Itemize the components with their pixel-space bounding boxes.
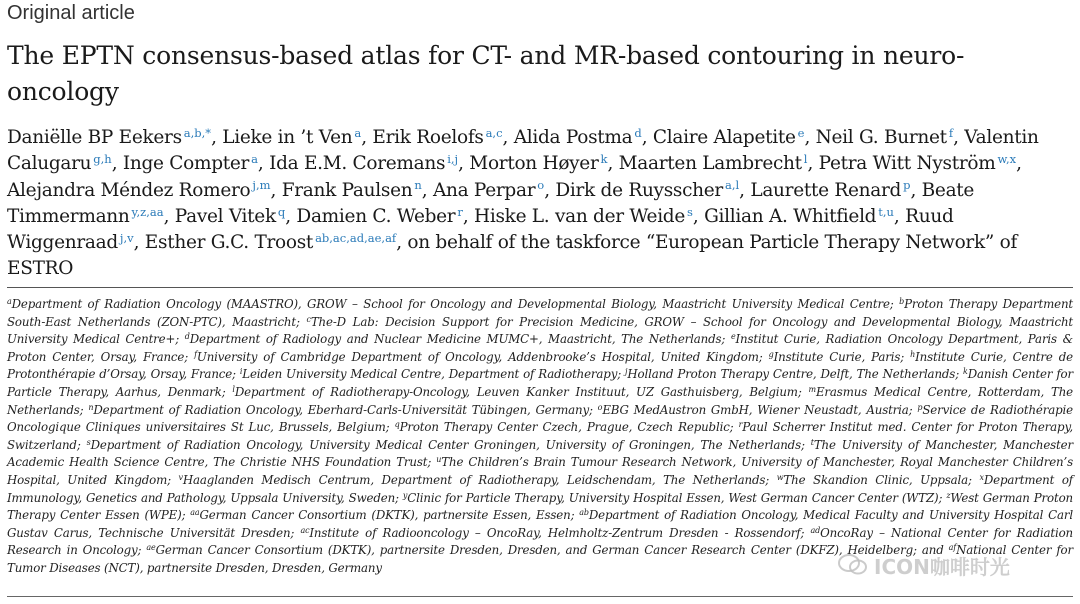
author-name: Laurette Renard [750, 179, 902, 201]
affiliation-key: i [239, 367, 243, 377]
affiliation-list [7, 296, 1073, 578]
affiliation-key: t [810, 437, 814, 447]
author-name: Morton Høyer [469, 153, 599, 175]
affiliation-key: ae [146, 543, 156, 553]
affiliation-text: The University of Manchester, Manchester Academic Health Science Centre, The Christie NHS Foundation Trust; [7, 437, 1073, 470]
affiliation-key: n [88, 402, 94, 412]
author-affiliation-link[interactable]: a,l [724, 178, 740, 193]
affiliation-key: p [917, 402, 923, 412]
author-separator: , [421, 179, 433, 201]
affiliation-key: s [86, 437, 91, 447]
author-separator: , [692, 205, 705, 227]
affiliation-key: ab [579, 508, 589, 518]
affiliation-key: o [597, 402, 603, 412]
author-name: Gillian A. Whitfield [704, 205, 877, 227]
author-affiliation-link[interactable]: w,x [997, 151, 1017, 166]
affiliation-key: h [910, 349, 916, 359]
author-affiliation-link[interactable]: a,c [485, 125, 503, 140]
author-affiliation-link[interactable]: l [803, 151, 808, 166]
author-separator: , [739, 179, 751, 201]
author-separator: , [1016, 153, 1022, 175]
author-separator: , [641, 127, 653, 148]
affiliation-key: k [963, 367, 968, 377]
affiliation-text: The Children’s Brain Tumour Research Network, University of Manchester, Royal Manchester Children’s Hospital, United Kingdom; [7, 455, 1073, 487]
affiliation-text: Department of Radiotherapy-Oncology, Leuven Kanker Instituut, UZ Gasthuisberg, Belgium; [234, 384, 802, 399]
author-separator: , [893, 205, 906, 227]
affiliation-text: Erasmus Medical Centre, Rotterdam, The Netherlands; [7, 384, 1073, 417]
affiliation-text: Department of Radiation Oncology, University Medical Center Groningen, University of Groningen, The Netherlands; [90, 437, 805, 452]
author-name: Neil G. Burnet [815, 127, 947, 148]
author-affiliation-link[interactable]: r [457, 204, 463, 219]
affiliation-text: West German Proton Therapy Center Essen (WPE); [7, 490, 1073, 523]
author-affiliation-link[interactable]: d [634, 125, 642, 140]
affiliation-key: d [184, 332, 190, 342]
affiliation-text: The Skandion Clinic, Uppsala; [783, 472, 972, 487]
author-separator: , [211, 127, 223, 148]
affiliation-text: Institute Curie, Paris; [773, 349, 905, 364]
affiliation-key: f [194, 349, 197, 359]
author-list-suffix: on behalf of the taskforce “European Particle Therapy Network” of ESTRO [7, 232, 1018, 280]
affiliation-text: Institute of Radiooncology – OncoRay, Helmholtz-Zentrum Dresden - Rossendorf; [309, 525, 805, 540]
watermark-text: ICON咖啡时光 [874, 554, 1010, 579]
author-list [7, 125, 1073, 283]
author-name: Damien C. Weber [296, 205, 456, 227]
affiliation-key: v [178, 472, 183, 482]
article-title: The EPTN consensus-based atlas for CT- and MR-based contouring in neuro-oncology [7, 41, 965, 106]
bottom-divider-line [7, 596, 1073, 597]
author-affiliation-link[interactable]: k [600, 151, 608, 166]
author-separator: , [257, 153, 270, 175]
author-name: Ida E.M. Coremans [269, 153, 446, 175]
author-name: Pavel Vitek [174, 205, 276, 227]
author-affiliation-link[interactable]: a,b,* [183, 125, 212, 140]
author-affiliation-link[interactable]: j,v [119, 230, 134, 245]
affiliation-key: u [436, 455, 442, 465]
affiliation-text: Proton Therapy Department South-East Netherlands (ZON-PTC), Maastricht; [7, 297, 1073, 329]
author-affiliation-link[interactable]: a [354, 125, 362, 140]
affiliation-key: l [232, 384, 235, 394]
affiliation-key: m [808, 384, 816, 394]
author-separator: , [910, 179, 922, 201]
affiliation-key: a [7, 297, 12, 306]
author-name: Alida Postma [513, 127, 633, 148]
affiliation-text: Paul Scherrer Institut med. Center for Proton Therapy, Switzerland; [7, 420, 1073, 452]
author-separator: , [396, 232, 408, 254]
author-separator: , [270, 179, 282, 201]
chat-bubble-icon [838, 553, 868, 577]
author-affiliation-link[interactable]: y,z,aa [131, 204, 164, 219]
author-name: Claire Alapetite [652, 127, 796, 148]
author-name: Inge Compter [122, 153, 250, 175]
affiliation-text: The-D Lab: Decision Support for Precision Medicine, GROW – School for Oncology and Developmental Biology, Maastricht University Medical Centre+; [7, 314, 1073, 347]
divider-line [7, 287, 1073, 288]
author-affiliation-link[interactable]: t,u [878, 204, 894, 219]
affiliation-text: Holland Proton Therapy Centre, Delft, The Netherlands; [627, 367, 960, 382]
author-affiliation-link[interactable]: ab,ac,ad,ae,af [315, 230, 397, 245]
author-name: Ruud Wiggenraad [7, 205, 954, 254]
author-affiliation-link[interactable]: o [537, 178, 545, 193]
affiliation-text: National Center for Tumor Diseases (NCT), partnersite Dresden, Dresden, Germany [7, 543, 1073, 575]
author-affiliation-link[interactable]: q [277, 204, 286, 219]
affiliation-text: University of Cambridge Department of Oncology, Addenbrooke’s Hospital, United Kingdom; [196, 349, 763, 364]
author-separator: , [804, 127, 816, 148]
author-affiliation-link[interactable]: e [797, 125, 805, 140]
affiliation-text: Department of Radiation Oncology (MAASTRO), GROW – School for Oncology and Developmental Biology, Maastricht University Medical Centre; [11, 297, 894, 311]
author-affiliation-link[interactable]: a [251, 151, 258, 166]
author-name: Erik Roelofs [372, 127, 484, 148]
author-affiliation-link[interactable]: j,m [252, 178, 271, 193]
author-name: Beate Timmermann [7, 179, 975, 227]
affiliation-key: ac [300, 525, 310, 535]
author-separator: , [462, 205, 475, 227]
author-affiliation-link[interactable]: s [687, 204, 693, 219]
affiliation-text: Danish Center for Particle Therapy, Aarhus, Denmark; [7, 367, 1073, 399]
author-name: Petra Witt Nyström [818, 153, 996, 175]
author-name: Maarten Lambrecht [618, 153, 802, 175]
affiliation-text: Proton Therapy Center Czech, Prague, Czech Republic; [399, 420, 734, 435]
affiliation-text: Department of Immunology, Genetics and Pathology, Uppsala University, Sweden; [7, 472, 1073, 505]
affiliation-key: w [776, 472, 784, 482]
author-name: Valentin Calugaru [7, 127, 1039, 175]
author-separator: , [133, 232, 145, 254]
affiliation-text: EBG MedAustron GmbH, Wiener Neustadt, Austria; [602, 402, 913, 417]
affiliation-key: q [394, 420, 400, 430]
author-affiliation-link[interactable]: f [948, 125, 954, 140]
affiliation-key: af [948, 543, 957, 553]
affiliation-key: c [306, 314, 311, 324]
author-affiliation-link[interactable]: n [414, 178, 422, 193]
affiliation-text: German Cancer Consortium (DKTK), partnersite Essen, Essen; [199, 508, 575, 523]
author-name: Daniëlle BP Eekers [7, 127, 182, 148]
author-name: Hiske L. van der Weide [474, 205, 685, 227]
affiliation-key: y [402, 490, 408, 500]
author-name: Esther G.C. Troost [144, 232, 314, 254]
author-name: Lieke in ’t Ven [222, 127, 353, 148]
author-separator: , [607, 153, 619, 175]
author-separator: , [361, 127, 373, 148]
article-type-label: Original article [7, 2, 135, 24]
affiliation-text: Institut Curie, Radiation Oncology Department, Paris & Proton Center, Orsay, France; [7, 332, 1073, 364]
affiliation-key: x [979, 472, 984, 482]
affiliation-text: Department of Radiation Oncology, Medical Faculty and University Hospital Carl Gustav Carus, Technische Universität Dresden; [7, 508, 1073, 540]
affiliation-key: z [946, 490, 951, 500]
affiliation-key: ad [810, 525, 821, 535]
author-name: Alejandra Méndez Romero [7, 179, 251, 201]
affiliation-text: Leiden University Medical Centre, Department of Radiotherapy; [242, 367, 622, 382]
author-separator: , [953, 127, 965, 148]
affiliation-text: Institute Curie, Centre de Protonthérapie d’Orsay, Orsay, France; [7, 349, 1073, 382]
author-separator: , [502, 127, 514, 148]
author-name: Dirk de Ruysscher [555, 179, 723, 201]
author-separator: , [544, 179, 556, 201]
author-affiliation-link[interactable]: i,j [447, 151, 459, 166]
author-separator: , [163, 205, 175, 227]
affiliation-text: Department of Radiation Oncology, Eberhard-Carls-Universität Tübingen, Germany; [93, 402, 593, 417]
author-affiliation-link[interactable]: g,h [93, 151, 112, 166]
affiliation-text: OncoRay – National Center for Radiation Research in Oncology; [7, 525, 1074, 558]
affiliation-key: b [899, 297, 905, 306]
affiliation-key: e [730, 332, 736, 342]
affiliation-key: g [768, 349, 774, 359]
affiliation-key: r [738, 420, 743, 430]
affiliation-text: Haaglanden Medisch Centrum, Department of Radiotherapy, Leidschendam, The Netherlands; [182, 472, 770, 487]
affiliation-text: Service de Radiothérapie Oncologique Cliniques universitaires St Luc, Brussels, Belgium; [7, 402, 1073, 435]
author-name: Ana Perpar [432, 179, 536, 201]
author-affiliation-link[interactable]: p [903, 178, 911, 193]
author-separator: , [458, 153, 470, 175]
watermark [838, 545, 1074, 585]
affiliation-text: Clinic for Particle Therapy, University Hospital Essen, West German Cancer Center (WTZ); [407, 490, 943, 505]
affiliation-key: j [625, 367, 628, 377]
affiliation-key: aa [190, 508, 200, 518]
affiliation-text: Department of Radiology and Nuclear Medicine MUMC+, Maastricht, The Netherlands; [189, 332, 726, 347]
author-separator: , [111, 153, 123, 175]
author-name: Frank Paulsen [281, 179, 413, 201]
affiliation-text: German Cancer Consortium (DKTK), partnersite Dresden, Dresden, and German Cancer Research Center (DKFZ), Heidelberg; and [155, 543, 944, 558]
author-separator: , [807, 153, 819, 175]
author-separator: , [285, 205, 297, 227]
